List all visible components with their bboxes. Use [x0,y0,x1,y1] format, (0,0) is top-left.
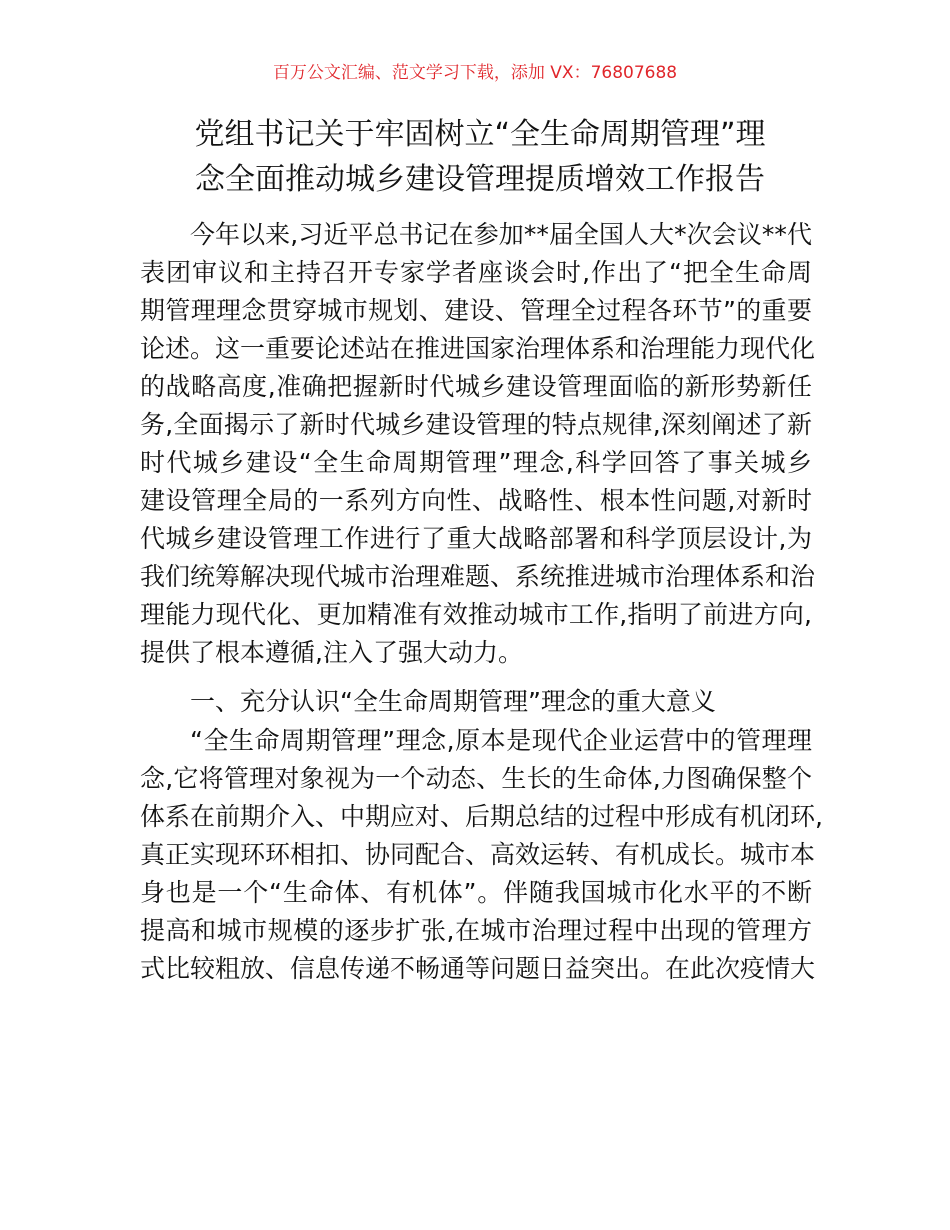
document-body [140,216,823,988]
paragraph [140,216,816,672]
text-line: 提高和城市规模的逐步扩张,在城市治理过程中出现的管理方 [140,916,812,945]
text-line: 身也是一个“生命体、有机体”。伴随我国城市化水平的不断 [140,878,812,907]
text-line: 表团审议和主持召开专家学者座谈会时,作出了“把全生命周 [140,258,812,287]
text-line: 真正实现环环相扣、协同配合、高效运转、有机成长。城市本 [140,840,816,869]
text-line: 代城乡建设管理工作进行了重大战略部署和科学顶层设计,为 [140,524,812,553]
title-line: 党组书记关于牢固树立“全生命周期管理”理 [194,117,766,152]
text-line: 论述。这一重要论述站在推进国家治理体系和治理能力现代化 [140,334,816,363]
text-line: 务,全面揭示了新时代城乡建设管理的特点规律,深刻阐述了新 [140,410,812,439]
text-line: 今年以来,习近平总书记在参加**届全国人大*次会议**代 [190,220,812,249]
text-line: 体系在前期介入、中期应对、后期总结的过程中形成有机闭环, [140,802,823,831]
paragraph [140,722,823,988]
text-line: 理能力现代化、更加精准有效推动城市工作,指明了前进方向, [140,600,812,629]
title-line: 念全面推动城乡建设管理提质增效工作报告 [195,162,765,197]
text-line: 提供了根本遵循,注入了强大动力。 [140,638,523,667]
text-line: “全生命周期管理”理念,原本是现代企业运营中的管理理 [190,726,812,755]
text-line: 我们统筹解决现代城市治理难题、系统推进城市治理体系和治 [140,562,816,591]
section-heading: 一、充分认识“全生命周期管理”理念的重大意义 [190,687,716,716]
text-line: 建设管理全局的一系列方向性、战略性、根本性问题,对新时 [140,486,812,515]
text-line: 期管理理念贯穿城市规划、建设、管理全过程各环节”的重要 [140,296,812,325]
text-line: 时代城乡建设“全生命周期管理”理念,科学回答了事关城乡 [140,448,812,477]
text-line: 念,它将管理对象视为一个动态、生长的生命体,力图确保整个 [140,764,812,793]
text-line: 的战略高度,准确把握新时代城乡建设管理面临的新形势新任 [140,372,812,401]
watermark-header: 百万公文汇编、范文学习下载，添加 VX：76807688 [272,63,678,83]
text-line: 式比较粗放、信息传递不畅通等问题日益突出。在此次疫情大 [140,954,816,983]
document-title [140,112,820,202]
